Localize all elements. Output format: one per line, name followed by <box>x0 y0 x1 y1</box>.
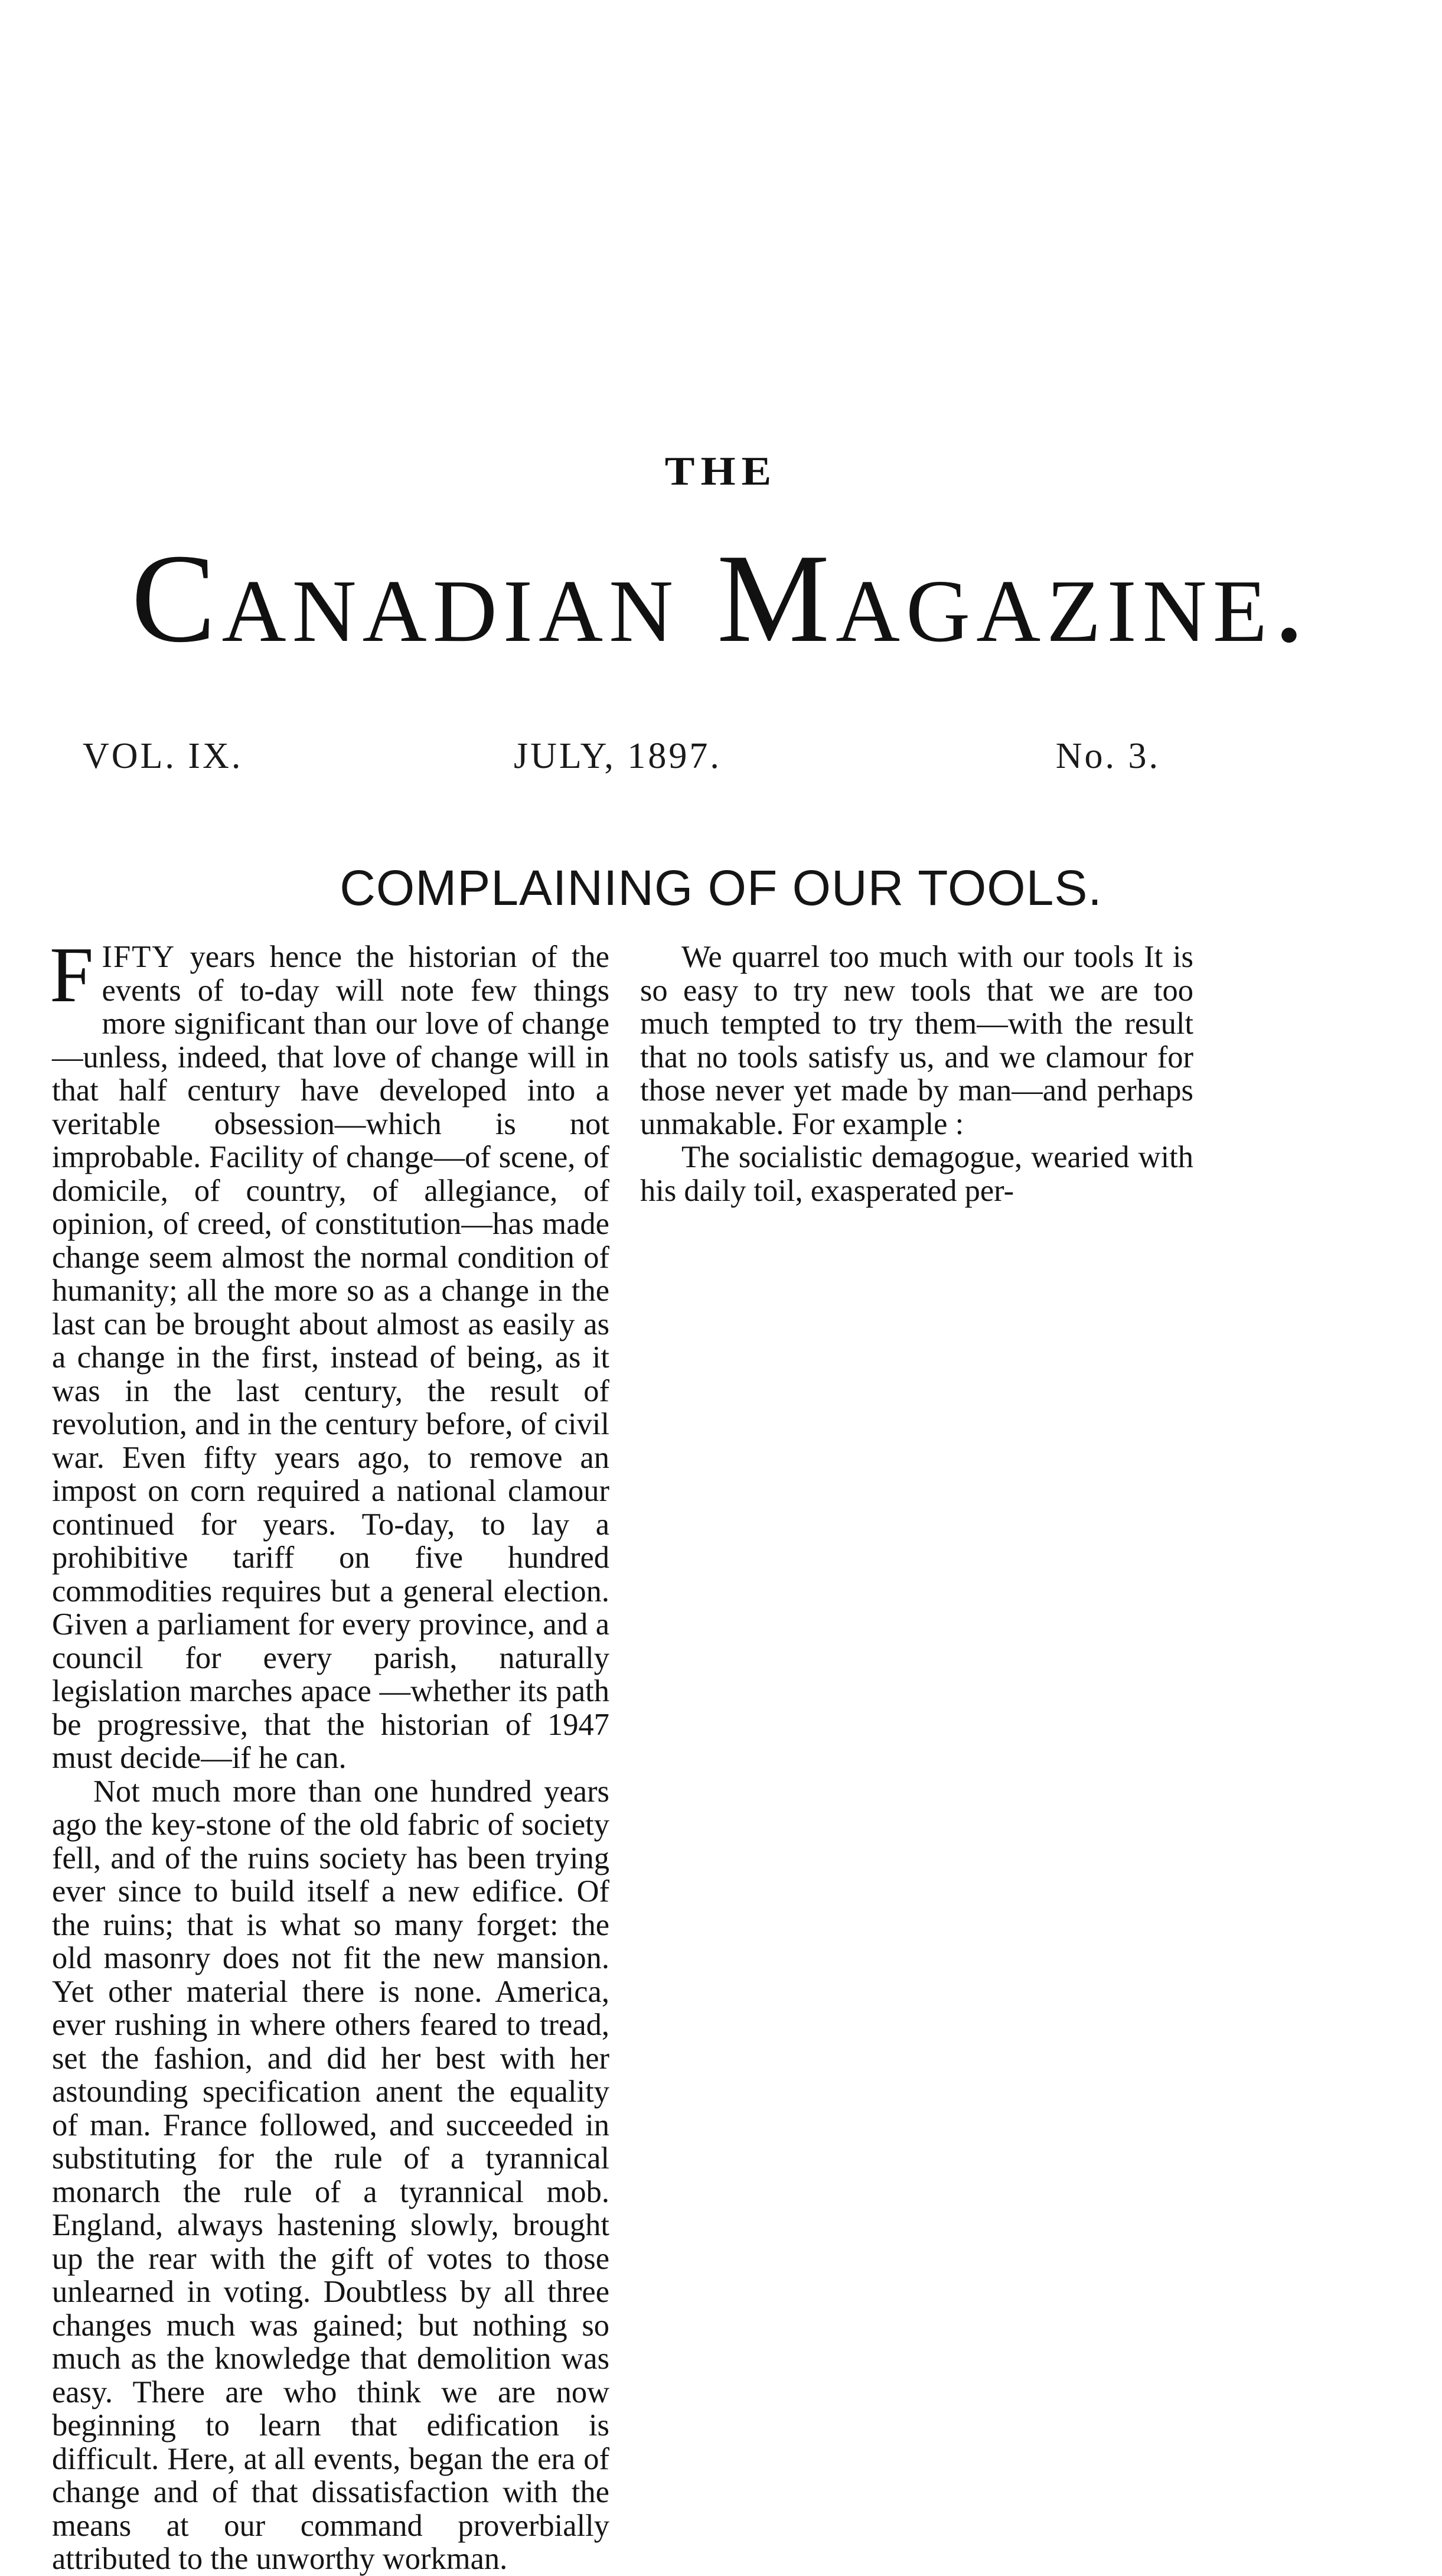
volume-label: VOL. IX. <box>83 736 243 776</box>
paragraph-2: Not much more than one hundred years ago the key-stone of the old fabric of society fell, and of the ruins society has been trying ever since to build itself a new edifice. Of the ruins; that is what so many forget: the old masonry does not fit the new mansion. Yet other material there is none. America, ever rushing in where others feared to tread, set the fashion, and did her best with her astounding specification anent the equality of man. France followed, and succeeded in substituting for the rule of a tyrannical monarch the rule of a tyrannical mob. England, always hastening slowly, brought up the rear with the gift of votes to those unlearned in voting. Doubtless by all three changes much was gained; but nothing so much as the knowledge that demolition was easy. There are who think we are now beginning to learn that edification is difficult. Here, at all events, began the era of change and of that dissatisfaction with the means at our command proverbially attributed to the unworthy workman. <box>52 1774 609 2576</box>
issue-date: JULY, 1897. <box>514 736 722 776</box>
article-column-right <box>640 940 1193 1207</box>
article-title: COMPLAINING OF OUR TOOLS. <box>340 860 1102 916</box>
drop-cap: F <box>50 931 94 1018</box>
paragraph-3: We quarrel too much with our tools It is so easy to try new tools that we are too much tempted to try them—with the result that no tools satisfy us, and we clamour for those never yet made by man—and perhaps unmakable. For example : <box>640 940 1193 1141</box>
article-column-left <box>50 931 609 2576</box>
lead-word: IFTY <box>102 940 176 974</box>
issue-line <box>83 735 1160 783</box>
paragraph-1 <box>50 931 609 1775</box>
issue-number: No. 3. <box>1055 736 1160 776</box>
paragraph-1-text: years hence the historian of the events of to-day will note few things more significant than our love of change—unless, indeed, that love of change will in that half century have developed into a veritable obsession—which is not improbable. Facility of change—of scene, of domicile, of country, of allegiance, of opinion, of creed, of constitution—has made change seem almost the normal condition of humanity; all the more so as a change in the last can be brought about almost as easily as a change in the first, instead of being, as it was in the last century, the result of revolution, and in the century before, of civil war. Even fifty years ago, to remove an impost on corn required a national clamour continued for years. To-day, to lay a prohibitive tariff on five hundred commodities requires but a general election. Given a parliament for every province, and a council for every parish, naturally legislation marches apace —whether its path be progressive, that the historian of 1947 must decide—if he can. <box>52 940 609 1775</box>
paragraph-4: The socialistic demagogue, wearied with his daily toil, exasperated per- <box>640 1140 1193 1208</box>
header-the: THE <box>664 449 778 494</box>
magazine-title: Canadian Magazine. <box>131 527 1311 669</box>
